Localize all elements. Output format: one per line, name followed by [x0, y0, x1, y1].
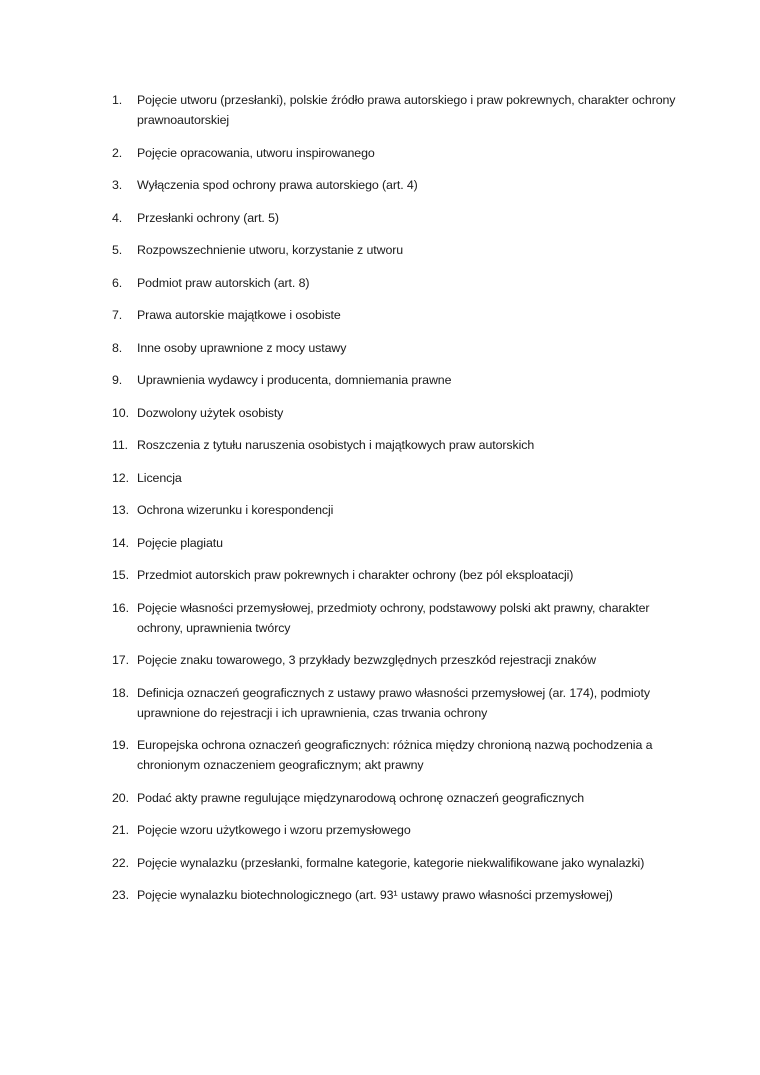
- question-list: [112, 90, 682, 918]
- item-number: 4.: [112, 210, 123, 225]
- list-item: [112, 143, 682, 163]
- list-item: [112, 90, 682, 130]
- item-number: 12.: [112, 470, 129, 485]
- item-number: 11.: [112, 438, 129, 452]
- list-item: [112, 403, 682, 423]
- item-text: Licencja: [137, 470, 182, 485]
- item-number: 6.: [112, 275, 123, 290]
- item-text: Pojęcie plagiatu: [137, 535, 223, 550]
- list-item: [112, 240, 682, 260]
- list-item: [112, 305, 682, 325]
- item-number: 16.: [112, 600, 129, 615]
- item-text: Dozwolony użytek osobisty: [137, 405, 284, 420]
- item-text: Podmiot praw autorskich (art. 8): [137, 275, 310, 290]
- list-item: [112, 370, 682, 390]
- item-number: 2.: [112, 145, 123, 160]
- item-text: Europejska ochrona oznaczeń geograficznych: różnica między chronioną nazwą pochodzenia a chronionym oznaczeniem geograficznym; akt prawny: [137, 738, 653, 772]
- item-text: Pojęcie wynalazku biotechnologicznego (art. 93¹ ustawy prawo własności przemysłowej): [137, 888, 613, 902]
- item-number: 5.: [112, 243, 123, 257]
- list-item: [112, 435, 682, 455]
- item-number: 23.: [112, 888, 129, 902]
- list-item: [112, 468, 682, 488]
- item-text: Przesłanki ochrony (art. 5): [137, 210, 279, 225]
- item-number: 10.: [112, 405, 129, 420]
- list-item: [112, 208, 682, 228]
- list-item: [112, 338, 682, 358]
- item-number: 20.: [112, 790, 129, 805]
- list-item: [112, 650, 682, 670]
- list-item: [112, 565, 682, 585]
- item-number: 14.: [112, 535, 129, 550]
- item-text: Pojęcie opracowania, utworu inspirowanego: [137, 145, 375, 160]
- list-item: [112, 885, 682, 905]
- list-item: [112, 175, 682, 195]
- list-item: [112, 273, 682, 293]
- list-item: [112, 788, 682, 808]
- item-number: 7.: [112, 308, 123, 322]
- item-number: 18.: [112, 685, 129, 700]
- list-item: [112, 683, 682, 723]
- item-number: 15.: [112, 568, 129, 582]
- item-text: Wyłączenia spod ochrony prawa autorskiego (art. 4): [137, 178, 418, 192]
- item-text: Ochrona wizerunku i korespondencji: [137, 503, 334, 517]
- item-number: 21.: [112, 823, 129, 837]
- item-text: Podać akty prawne regulujące międzynarodową ochronę oznaczeń geograficznych: [137, 790, 585, 805]
- item-number: 22.: [112, 855, 129, 870]
- item-text: Pojęcie utworu (przesłanki), polskie źródło prawa autorskiego i praw pokrewnych, charakter ochrony prawnoautorskiej: [137, 93, 676, 127]
- item-text: Definicja oznaczeń geograficznych z ustawy prawo własności przemysłowej (ar. 174), podmioty uprawnione do rejestracji i ich uprawnienia, czas trwania ochrony: [137, 685, 650, 720]
- item-text: Roszczenia z tytułu naruszenia osobistych i majątkowych praw autorskich: [137, 438, 535, 452]
- item-text: Prawa autorskie majątkowe i osobiste: [137, 308, 341, 322]
- item-number: 3.: [112, 178, 123, 192]
- item-number: 19.: [112, 738, 129, 752]
- list-item: [112, 500, 682, 520]
- item-number: 8.: [112, 340, 123, 355]
- list-item: [112, 820, 682, 840]
- item-text: Inne osoby uprawnione z mocy ustawy: [137, 340, 347, 355]
- item-number: 1.: [112, 93, 123, 107]
- list-item: [112, 533, 682, 553]
- item-number: 9.: [112, 373, 123, 387]
- item-text: Pojęcie wzoru użytkowego i wzoru przemysłowego: [137, 823, 411, 837]
- item-text: Rozpowszechnienie utworu, korzystanie z utworu: [137, 243, 404, 257]
- item-text: Pojęcie wynalazku (przesłanki, formalne kategorie, kategorie niekwalifikowane jako wynalazki): [137, 855, 645, 870]
- item-number: 13.: [112, 503, 129, 517]
- item-text: Przedmiot autorskich praw pokrewnych i charakter ochrony (bez pól eksploatacji): [137, 568, 574, 582]
- list-item: [112, 735, 682, 775]
- list-item: [112, 853, 682, 873]
- item-text: Pojęcie własności przemysłowej, przedmioty ochrony, podstawowy polski akt prawny, charakter ochrony, uprawnienia twórcy: [137, 600, 650, 635]
- list-item: [112, 598, 682, 638]
- item-text: Uprawnienia wydawcy i producenta, domniemania prawne: [137, 373, 452, 387]
- item-number: 17.: [112, 653, 129, 667]
- item-text: Pojęcie znaku towarowego, 3 przykłady bezwzględnych przeszkód rejestracji znaków: [137, 653, 596, 667]
